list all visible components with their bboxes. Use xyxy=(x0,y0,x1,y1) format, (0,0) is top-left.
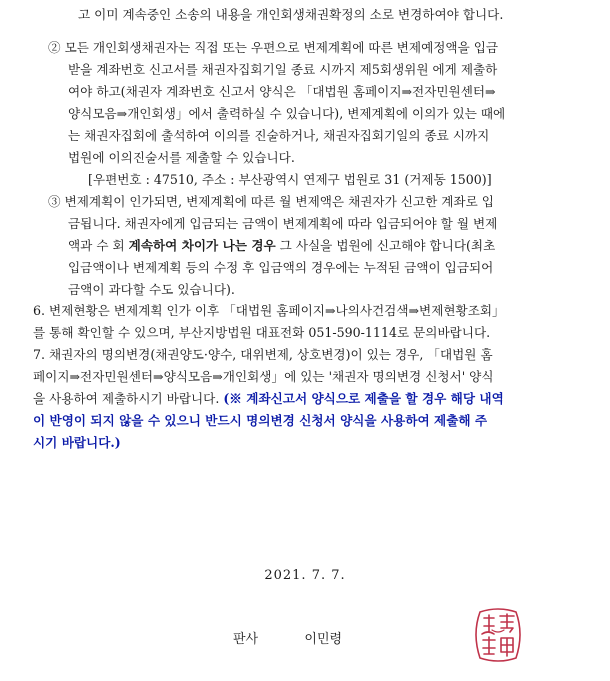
text-line: 페이지⇒전자민원센터⇒양식모음⇒개인회생」에 있는 '채권자 명의변경 신청서' 양식 xyxy=(33,369,494,384)
text-line xyxy=(68,237,495,255)
court-seal-stamp xyxy=(470,604,526,666)
text-line: 금됩니다. 채권자에게 입금되는 금액이 변제계획에 따라 입금되어야 할 월 변제 xyxy=(68,216,498,231)
text-line: 양식모음⇒개인회생」에서 출력하실 수 있습니다), 변제계획에 이의가 있는 때에 xyxy=(68,106,506,121)
warning-note: (※ 계좌신고서 양식으로 제출을 할 경우 해당 내역 xyxy=(223,391,504,406)
text-line: 법원에 이의진술서를 제출할 수 있습니다. xyxy=(68,150,295,165)
emphasis-text: 계속하여 차이가 나는 경우 xyxy=(128,238,276,253)
text-line: 받을 계좌번호 신고서를 채권자집회기일 종료 시까지 제5회생위원 에게 제출하 xyxy=(68,62,498,77)
text-line: 6. 변제현황은 변제계획 인가 이후 「대법원 홈페이지⇒나의사건검색⇒변제현황조회」 xyxy=(33,303,505,318)
text-line: 는 채권자집회에 출석하여 이의를 진술하거나, 채권자집회기일의 종료 시까지 xyxy=(68,128,490,143)
text-span: 그 사실을 법원에 신고해야 합니다(최초 xyxy=(275,238,496,253)
text-line xyxy=(33,390,504,408)
judge-title: 판사 xyxy=(233,632,259,647)
judge-signature-line xyxy=(233,628,342,647)
text-line: ② 모든 개인회생채권자는 직접 또는 우편으로 변제계획에 따른 변제예정액을 입금 xyxy=(48,40,499,55)
text-span: 을 사용하여 제출하시기 바랍니다. xyxy=(33,391,224,406)
text-line: 7. 채권자의 명의변경(채권양도·양수, 대위변제, 상호변경)이 있는 경우, 「대법원 홈 xyxy=(33,347,493,362)
warning-note: 시기 바랍니다.) xyxy=(33,435,121,450)
text-line: 고 이미 계속중인 소송의 내용을 개인회생채권확정의 소로 변경하여야 합니다. xyxy=(78,7,504,22)
judge-name: 이민령 xyxy=(304,632,343,647)
text-line: ③ 변제계획이 인가되면, 변제계획에 따른 월 변제액은 채권자가 신고한 계좌로 입 xyxy=(48,194,494,209)
text-line: 입금액이나 변제계획 등의 수정 후 입금액의 경우에는 누적된 금액이 입금되어 xyxy=(68,260,494,275)
text-span: 액과 수 회 xyxy=(68,238,129,253)
text-line: 를 통해 확인할 수 있으며, 부산지방법원 대표전화 051-590-1114로 문의바랍니다. xyxy=(33,325,491,340)
text-line: 금액이 과다할 수도 있습니다). xyxy=(68,282,235,297)
warning-note: 이 반영이 되지 않을 수 있으니 반드시 명의변경 신청서 양식을 사용하여 제출해 주 xyxy=(33,413,488,428)
text-line: 여야 하고(채권자 계좌번호 신고서 양식은 「대법원 홈페이지⇒전자민원센터⇒ xyxy=(68,84,496,99)
postal-address: [우편번호 : 47510, 주소 : 부산광역시 연제구 법원로 31 (거제동 1500)] xyxy=(88,172,492,187)
document-date: 2021. 7. 7. xyxy=(264,568,346,583)
